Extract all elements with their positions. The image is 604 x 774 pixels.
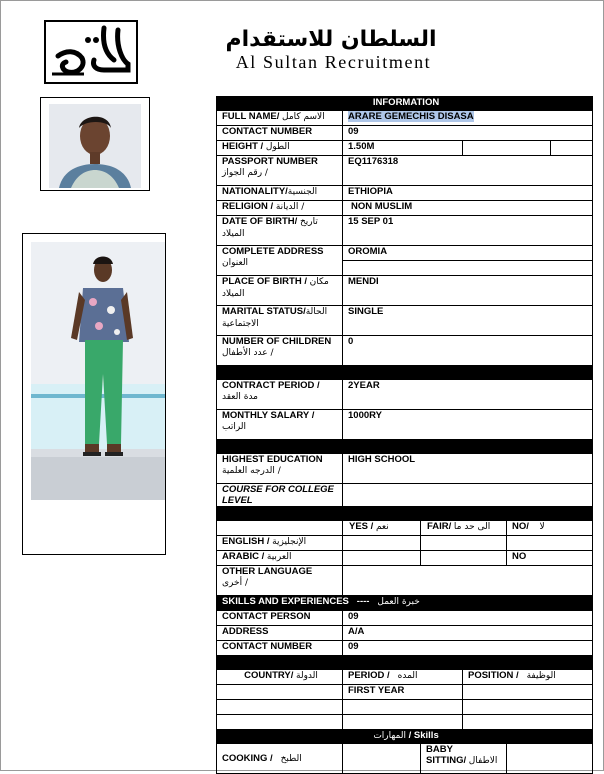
full-name-row [217,111,593,126]
yes-header: YES / نعم [343,521,421,536]
children-label: NUMBER OF CHILDREN عدد الأطفال / [217,336,343,366]
children-value: 0 [343,336,593,366]
marital-value: SINGLE [343,306,593,336]
section-bar [217,507,593,521]
experience-period [343,700,463,715]
section-bar-cell [217,440,593,454]
skills-header: المهارات / Skills [217,730,593,744]
full-name-value: ARARE GEMECHIS DISASA [343,111,593,126]
experience-period [343,715,463,730]
company-title-arabic: السلطان للاستقدام [225,27,437,52]
section-bar-cell [217,507,593,521]
contact2-row [217,641,593,656]
arabic-label: ARABIC / العربية [217,551,343,566]
portrait-photo-icon [40,97,150,191]
height-empty-cell [463,141,551,156]
experience-country [217,700,343,715]
nationality-label: NATIONALITY/الجنسية [217,186,343,201]
address2-label: ADDRESS [217,626,343,641]
contact-row [217,126,593,141]
cooking-value [343,744,421,774]
section-bar-cell [217,366,593,380]
pob-value: MENDI [343,276,593,306]
dob-label: DATE OF BIRTH/ تاريخ الميلاد [217,216,343,246]
al-sultan-logo-icon [44,20,138,84]
address2-value: A/A [343,626,593,641]
skills-experience-bar [217,596,593,611]
experience-country [217,715,343,730]
religion-row [217,201,593,216]
passport-value: EQ1176318 [343,156,593,186]
information-table [216,96,593,774]
education-row [217,454,593,484]
skills-row [217,744,593,774]
experience-position [463,700,593,715]
other-language-row [217,566,593,596]
dob-value: 15 SEP 01 [343,216,593,246]
experience-row [217,685,593,700]
experience-position [463,685,593,700]
contact-label: CONTACT NUMBER [217,126,343,141]
section-bar-cell [217,656,593,670]
address2-row [217,626,593,641]
contact-person-row [217,611,593,626]
section-bar [217,440,593,454]
skills-experience-header: SKILLS AND EXPERIENCES ---- خبرة العمل [217,596,593,611]
contact-value: 09 [343,126,593,141]
course-value [343,484,593,507]
baby-sitting-value [507,744,593,774]
contact2-label: CONTACT NUMBER [217,641,343,656]
address-row [217,246,593,261]
section-bar [217,656,593,670]
contact-person-value: 09 [343,611,593,626]
english-no [507,536,593,551]
baby-sitting-label: BABY SITTING/ الاطفال [421,744,507,774]
marital-label: MARITAL STATUS/الحالة الاجتماعية [217,306,343,336]
experience-country [217,685,343,700]
other-language-label: OTHER LANGUAGE أخرى / [217,566,343,596]
contract-value: 2YEAR [343,380,593,410]
religion-label: RELIGION / الديانة / [217,201,343,216]
english-fair [421,536,507,551]
experience-row [217,700,593,715]
contact2-value: 09 [343,641,593,656]
nationality-value: ETHIOPIA [343,186,593,201]
information-header: INFORMATION [217,97,593,111]
pob-row [217,276,593,306]
skills-bar [217,730,593,744]
arabic-row [217,551,593,566]
passport-label: PASSPORT NUMBER رقم الجواز / [217,156,343,186]
english-label: ENGLISH / الإنجليزية [217,536,343,551]
section-bar [217,97,593,111]
address-value: OROMIA [343,246,593,261]
full-name-label: FULL NAME/ الاسم كامل [217,111,343,126]
experience-header-row [217,670,593,685]
experience-period: FIRST YEAR [343,685,463,700]
arabic-fair [421,551,507,566]
arabic-yes [343,551,421,566]
address-label: COMPLETE ADDRESS العنوان [217,246,343,276]
experience-position [463,715,593,730]
period-header: PERIOD / المده [343,670,463,685]
religion-value: NON MUSLIM [343,201,593,216]
language-header-empty [217,521,343,536]
education-label: HIGHEST EDUCATION الدرجه العلمية / [217,454,343,484]
section-bar [217,366,593,380]
contact-person-label: CONTACT PERSON [217,611,343,626]
fair-header: FAIR/ الى حد ما [421,521,507,536]
salary-row [217,410,593,440]
pob-label: PLACE OF BIRTH / مكان الميلاد [217,276,343,306]
education-value: HIGH SCHOOL [343,454,593,484]
english-yes [343,536,421,551]
passport-row [217,156,593,186]
arabic-no: NO [507,551,593,566]
height-label: HEIGHT / الطول [217,141,343,156]
height-row [217,141,593,156]
salary-value: 1000RY [343,410,593,440]
country-header: COUNTRY/ الدولة [217,670,343,685]
contract-row [217,380,593,410]
nationality-row [217,186,593,201]
dob-row [217,216,593,246]
no-header: NO/ لا [507,521,593,536]
course-row [217,484,593,507]
marital-row [217,306,593,336]
language-header-row [217,521,593,536]
experience-row [217,715,593,730]
company-title-english: Al Sultan Recruitment [235,52,432,72]
height-empty-cell [551,141,593,156]
children-row [217,336,593,366]
other-language-value [343,566,593,596]
salary-label: MONTHLY SALARY / الراتب [217,410,343,440]
cooking-label: COOKING / الطبخ [217,744,343,774]
address-empty-cell [343,261,593,276]
course-label: COURSE FOR COLLEGE LEVEL [217,484,343,507]
contract-label: CONTRACT PERIOD / مدة العقد [217,380,343,410]
english-row [217,536,593,551]
full-body-photo-icon [22,233,166,555]
height-value: 1.50M [343,141,463,156]
position-header: POSITION / الوظيفة [463,670,593,685]
